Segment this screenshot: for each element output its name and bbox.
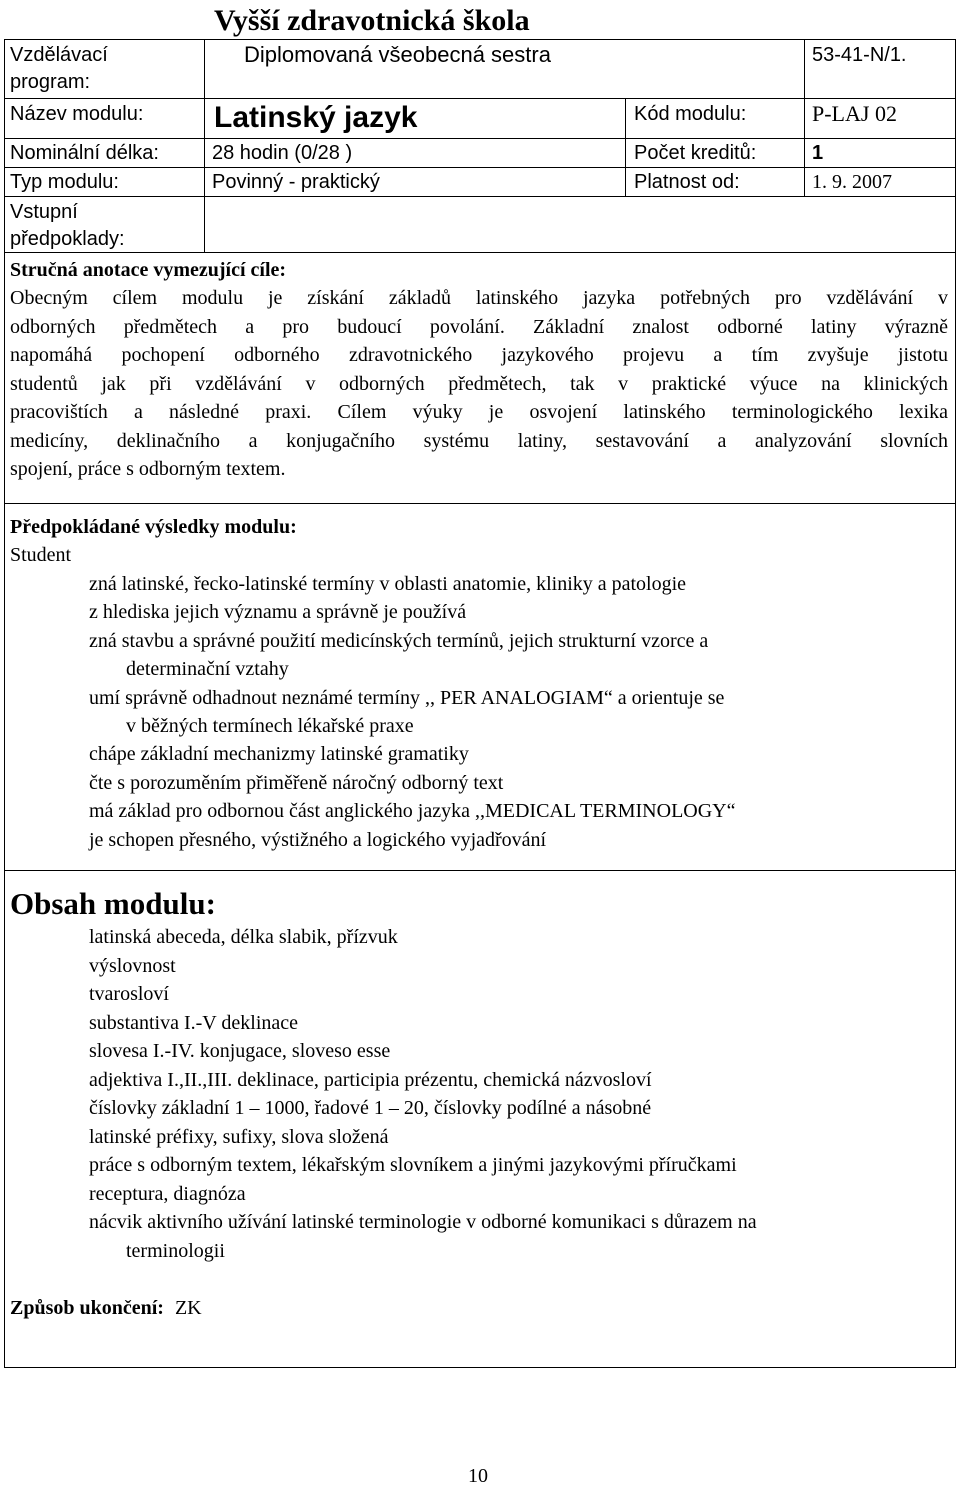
content-item: substantiva I.-V deklinace	[89, 1011, 299, 1034]
table-rule	[4, 1367, 956, 1368]
program-value: Diplomovaná všeobecná sestra	[244, 42, 551, 67]
credits-value: 1	[812, 142, 824, 164]
table-rule	[625, 98, 626, 196]
table-rule	[955, 39, 956, 1367]
content-item: slovesa I.-IV. konjugace, sloveso esse	[89, 1040, 391, 1062]
outcome-item: zná stavbu a správné použití medicínských termínů, jejich strukturní vzorce a	[89, 629, 709, 652]
program-label: Vzdělávací	[10, 44, 108, 66]
table-rule	[4, 39, 5, 1367]
annotation-line: spojení, práce s odborným textem.	[10, 458, 286, 480]
outcome-item: čte s porozuměním přiměřeně náročný odborný text	[89, 771, 504, 794]
module-name-value: Latinský jazyk	[214, 101, 418, 134]
annotation-line: studentů jak při vzdělávání v odborných předmětech, tak v praktické výuce na klinických	[10, 372, 948, 395]
content-item: tvarosloví	[89, 983, 169, 1005]
outcome-item: zná latinské, řecko-latinské termíny v oblasti anatomie, kliniky a patologie	[89, 573, 687, 595]
table-rule	[4, 167, 956, 168]
type-label: Typ modulu:	[10, 171, 119, 193]
length-label: Nominální délka:	[10, 142, 159, 164]
program-code: 53-41-N/1.	[812, 44, 907, 66]
module-name-label: Název modulu:	[10, 103, 144, 125]
outcome-item: má základ pro odbornou část anglického jazyka ,,MEDICAL TERMINOLOGY“	[89, 800, 736, 823]
content-item: výslovnost	[89, 954, 176, 977]
outcome-item: je schopen přesného, výstižného a logického vyjadřování	[89, 828, 547, 851]
completion-row	[10, 1296, 202, 1320]
outcome-item: chápe základní mechanizmy latinské gramatiky	[89, 743, 469, 766]
table-rule	[4, 503, 956, 504]
school-title: Vyšší zdravotnická škola	[214, 4, 530, 37]
content-item: latinské préfixy, sufixy, slova složená	[89, 1125, 389, 1148]
annotation-line: pracovištích a následné praxi. Cílem výuky je osvojení latinského terminologického lexika	[10, 401, 948, 423]
table-rule	[4, 196, 956, 197]
content-heading: Obsah modulu:	[10, 886, 216, 921]
outcome-item: determinační vztahy	[126, 658, 289, 681]
content-item: práce s odborným textem, lékařským slovníkem a jinými jazykovými příručkami	[89, 1154, 737, 1176]
outcomes-heading: Předpokládané výsledky modulu:	[10, 516, 297, 538]
page-number: 10	[468, 1465, 488, 1487]
completion-label: Způsob ukončení:	[10, 1297, 164, 1319]
content-item: adjektiva I.,II.,III. deklinace, participia prézentu, chemická názvosloví	[89, 1068, 652, 1091]
module-code-label: Kód modulu:	[634, 103, 747, 125]
annotation-line: Obecným cílem modulu je získání základů latinského jazyka potřebných pro vzdělávání v	[10, 287, 948, 309]
validity-label: Platnost od:	[634, 171, 740, 193]
annotation-line: medicíny, deklinačního a konjugačního systému latiny, sestavování a analyzování slovních	[10, 429, 948, 452]
type-value: Povinný - praktický	[212, 171, 380, 193]
table-rule	[204, 39, 205, 252]
completion-value: ZK	[174, 1297, 202, 1319]
credits-label: Počet kreditů:	[634, 142, 757, 164]
outcome-item: umí správně odhadnout neznámé termíny ,, PER ANALOGIAM“ a orientuje se	[89, 686, 725, 709]
outcomes-intro: Student	[10, 544, 72, 566]
annotation-line: odborných předmětech a pro budoucí povolání. Základní znalost odborné latiny výrazně	[10, 315, 948, 338]
outcome-item: v běžných termínech lékařské praxe	[126, 715, 414, 737]
prerequisites-label: předpoklady:	[10, 228, 125, 250]
table-rule	[4, 39, 956, 40]
annotation-line: napomáhá pochopení odborného zdravotnického jazykového projevu a tím zvyšuje jistotu	[10, 344, 948, 366]
module-code-value: P-LAJ 02	[812, 101, 897, 126]
content-item: číslovky základní 1 – 1000, řadové 1 – 20, číslovky podílné a násobné	[89, 1097, 652, 1119]
table-rule	[4, 98, 956, 99]
annotation-heading: Stručná anotace vymezující cíle:	[10, 259, 287, 281]
content-item: nácvik aktivního užívání latinské terminologie v odborné komunikaci s důrazem na	[89, 1211, 757, 1233]
validity-value: 1. 9. 2007	[812, 171, 892, 193]
length-value: 28 hodin (0/28 )	[212, 142, 353, 164]
table-rule	[4, 870, 956, 871]
table-rule	[4, 138, 956, 139]
prerequisites-label: Vstupní	[10, 201, 78, 223]
outcome-item: z hlediska jejich významu a správně je používá	[89, 601, 467, 624]
table-rule	[804, 39, 805, 196]
content-item: terminologii	[126, 1239, 225, 1262]
content-item: latinská abeceda, délka slabik, přízvuk	[89, 926, 398, 948]
program-label: program:	[10, 71, 91, 93]
content-item: receptura, diagnóza	[89, 1182, 246, 1205]
table-rule	[4, 252, 956, 253]
